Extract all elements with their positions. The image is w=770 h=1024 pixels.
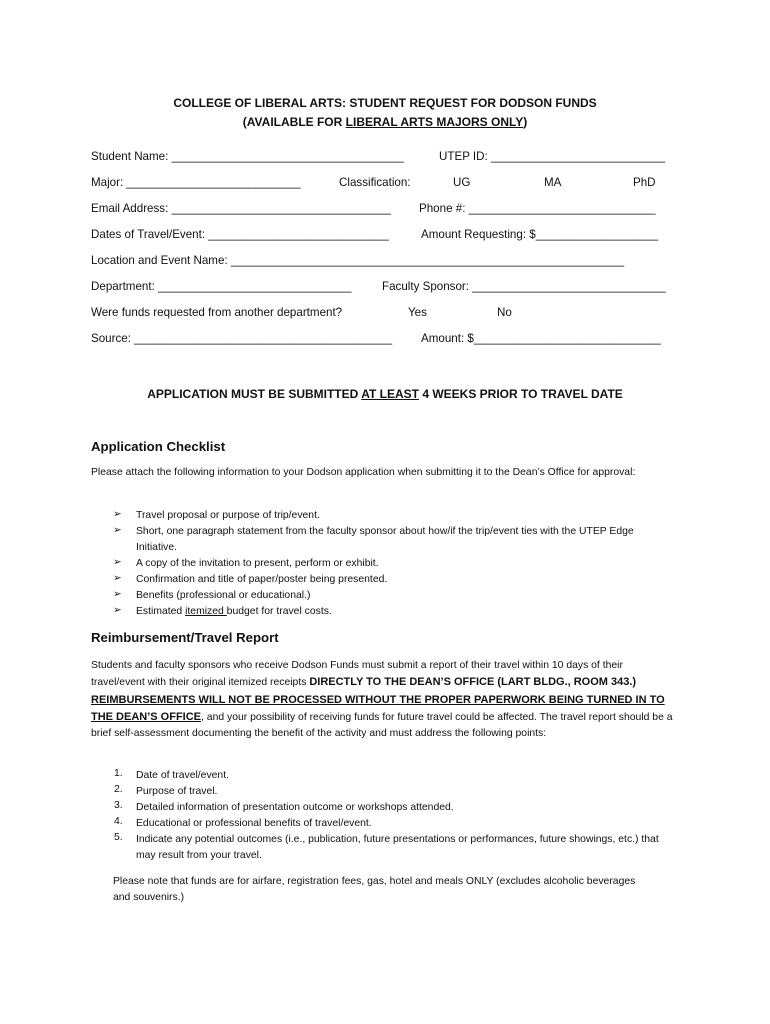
point-number: 1.	[114, 768, 123, 779]
student-name-field[interactable]: Student Name: ____________________________________	[91, 150, 404, 163]
checklist-item: Benefits (professional or educational.)	[136, 590, 311, 601]
point-number: 2.	[114, 784, 123, 795]
classification-ug-option[interactable]: UG	[453, 176, 471, 189]
item-prefix: Estimated	[136, 606, 186, 617]
report-heading: Reimbursement/Travel Report	[91, 630, 279, 645]
report-bold-warning: REIMBURSEMENTS WILL NOT BE PROCESSED WITHOUT THE PROPER PAPERWORK BEING TURNED IN TO THE DEAN’S OFFICE	[91, 693, 665, 723]
point-number: 4.	[114, 816, 123, 827]
travel-dates-field[interactable]: Dates of Travel/Event: ____________________________	[91, 228, 389, 241]
source-field[interactable]: Source: ________________________________________	[91, 332, 393, 345]
title-prefix: (AVAILABLE FOR	[242, 115, 346, 129]
bullet-arrow-icon: ➢	[113, 557, 122, 568]
amount-requesting-field[interactable]: Amount Requesting: $___________________	[421, 228, 659, 241]
report-text-continued: , and your possibility of receiving funds for future travel could be affected. The travel report should be a brief self-assessment documenting the benefit of the activity and must address the following points:	[91, 711, 673, 740]
title-suffix: )	[523, 115, 528, 129]
point-text: Detailed information of presentation outcome or workshops attended.	[136, 802, 454, 813]
report-bold-location: DIRECTLY TO THE DEAN’S OFFICE (LART BLDG., ROOM 343.)	[309, 676, 637, 689]
checklist-item: Short, one paragraph statement from the faculty sponsor about how/if the trip/event ties with the UTEP Edge Initiative.	[136, 526, 634, 553]
location-event-field[interactable]: Location and Event Name: _____________________________________________________________	[91, 254, 625, 267]
form-title-line-2	[0, 115, 770, 129]
amount-field[interactable]: Amount: $_____________________________	[421, 332, 661, 345]
classification-label: Classification:	[339, 176, 411, 189]
email-field[interactable]: Email Address: __________________________________	[91, 202, 391, 215]
classification-phd-option[interactable]: PhD	[633, 176, 656, 189]
other-department-no-option[interactable]: No	[497, 306, 512, 319]
point-number: 5.	[114, 832, 123, 843]
checklist-intro: Please attach the following information to your Dodson application when submitting it to the Dean’s Office for approval:	[91, 467, 636, 478]
point-number: 3.	[114, 800, 123, 811]
faculty-sponsor-field[interactable]: Faculty Sponsor: ______________________________	[382, 280, 666, 293]
utep-id-field[interactable]: UTEP ID: ___________________________	[439, 150, 666, 163]
point-text: Date of travel/event.	[136, 770, 229, 781]
checklist-item	[136, 604, 676, 620]
other-department-yes-option[interactable]: Yes	[408, 306, 427, 319]
bullet-arrow-icon: ➢	[113, 573, 122, 584]
classification-ma-option[interactable]: MA	[544, 176, 562, 189]
phone-field[interactable]: Phone #: _____________________________	[419, 202, 656, 215]
item-underlined: itemized	[185, 606, 227, 617]
report-text: Students and faculty sponsors who receive Dodson Funds must submit a report of their travel within 10 days of their travel/event with their original itemized receipts	[91, 660, 623, 689]
item-suffix: budget for travel costs.	[226, 606, 332, 617]
bullet-arrow-icon: ➢	[113, 525, 122, 536]
title-underlined: LIBERAL ARTS MAJORS ONLY	[345, 115, 524, 129]
bullet-arrow-icon: ➢	[113, 509, 122, 520]
report-paragraph	[91, 658, 677, 742]
point-text: Indicate any potential outcomes (i.e., publication, future presentations or performances, future showings, etc.) that may result from your travel.	[136, 834, 659, 861]
department-field[interactable]: Department: ______________________________	[91, 280, 352, 293]
bullet-arrow-icon: ➢	[113, 589, 122, 600]
checklist-item: Confirmation and title of paper/poster being presented.	[136, 574, 388, 585]
point-text: Purpose of travel.	[136, 786, 218, 797]
point-text: Educational or professional benefits of travel/event.	[136, 818, 372, 829]
submission-deadline-notice	[0, 387, 770, 401]
notice-underlined: AT LEAST	[361, 387, 419, 401]
form-title-line-1: COLLEGE OF LIBERAL ARTS: STUDENT REQUEST FOR DODSON FUNDS	[173, 96, 597, 110]
major-field[interactable]: Major: ___________________________	[91, 176, 301, 189]
other-department-question: Were funds requested from another department?	[91, 306, 343, 319]
notice-suffix: 4 WEEKS PRIOR TO TRAVEL DATE	[418, 387, 623, 401]
checklist-heading: Application Checklist	[91, 439, 226, 454]
checklist-item: A copy of the invitation to present, perform or exhibit.	[136, 558, 379, 569]
bullet-arrow-icon: ➢	[113, 605, 122, 616]
checklist-item: Travel proposal or purpose of trip/event.	[136, 510, 320, 521]
notice-prefix: APPLICATION MUST BE SUBMITTED	[147, 387, 362, 401]
funds-note: Please note that funds are for airfare, registration fees, gas, hotel and meals ONLY (excludes alcoholic beverages and souvenirs.)	[113, 876, 636, 904]
